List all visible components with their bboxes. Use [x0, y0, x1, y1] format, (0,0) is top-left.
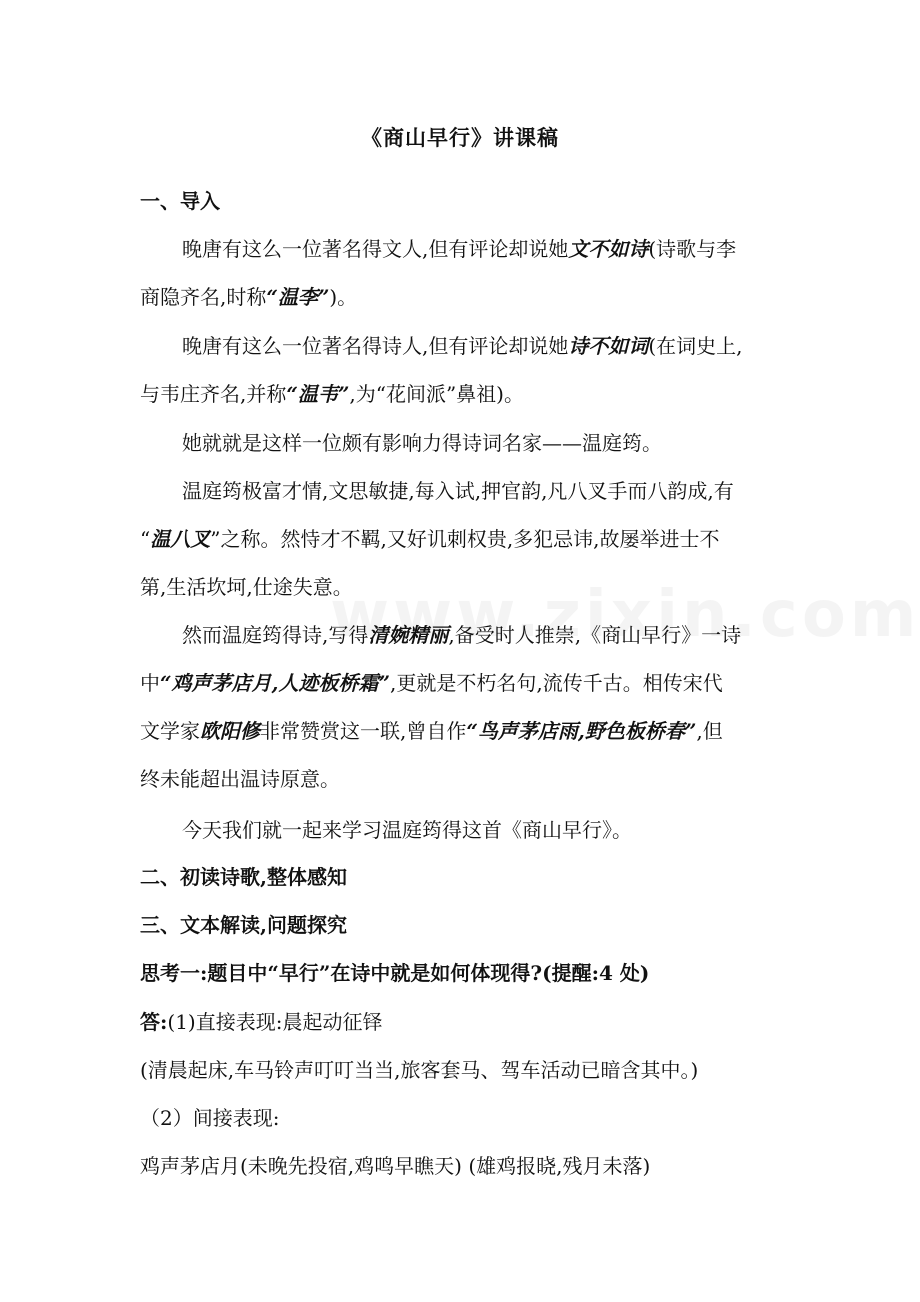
text-span: ,备受时人推崇,《商山早行》一诗: [448, 623, 742, 647]
text-span: “: [140, 527, 151, 551]
text-span: ,为“花间派”鼻祖)。: [349, 382, 524, 406]
section-heading-text-analysis: 三、文本解读,问题探究: [140, 913, 347, 937]
answer-1-note: (清晨起床,车马铃声叮叮当当,旅客套马、驾车活动已暗含其中。): [140, 1058, 699, 1082]
text-span: (诗歌与李: [648, 237, 737, 261]
paragraph-5-line-1: [182, 620, 800, 650]
text-span: 然而温庭筠得诗,写得: [182, 623, 369, 647]
emphasis-span: 文不如诗: [568, 237, 649, 261]
paragraph-4-line-2: [140, 524, 800, 554]
paragraph-2-line-2: [140, 379, 800, 409]
paragraph-1-line-1: [182, 234, 800, 264]
section-heading-intro: 一、导入: [140, 189, 220, 213]
emphasis-span: “鸟声茅店雨,野色板桥春”: [466, 719, 697, 743]
answer-1-item-2-line: 鸡声茅店月(未晚先投宿,鸡鸣早瞧天) (雄鸡报晓,残月未落): [140, 1154, 651, 1178]
paragraph-2-line-1: [182, 331, 800, 361]
emphasis-span: “温韦”: [286, 382, 350, 406]
emphasis-span: 欧阳修: [200, 719, 260, 743]
text-span: 第,生活坎坷,仕途失意。: [140, 575, 353, 599]
text-span: 与韦庄齐名,并称: [140, 382, 287, 406]
answer-1-line-1: [140, 1007, 800, 1037]
emphasis-span: “温李”: [266, 285, 330, 309]
answer-1-item-2: （2）间接表现:: [140, 1106, 280, 1130]
text-span: 她就就是这样一位颇有影响力得诗词名家——温庭筠。: [182, 431, 662, 455]
section-heading-first-reading: 二、初读诗歌,整体感知: [140, 865, 347, 889]
paragraph-5-line-3: [140, 716, 800, 746]
text-span: 今天我们就一起来学习温庭筠得这首《商山早行》。: [182, 818, 632, 842]
text-span: 晚唐有这么一位著名得诗人,但有评论却说她: [182, 334, 569, 358]
text-span: 晚唐有这么一位著名得文人,但有评论却说她: [182, 237, 569, 261]
text-span: 文学家: [140, 719, 200, 743]
text-span: 商隐齐名,时称: [140, 285, 267, 309]
paragraph-5-line-4: [140, 764, 800, 794]
paragraph-4-line-1: [182, 476, 800, 506]
emphasis-span: 清婉精丽: [368, 623, 449, 647]
paragraph-3: [182, 428, 800, 458]
text-span: ,更就是不朽名句,流传千古。相传宋代: [389, 671, 723, 695]
emphasis-span: “鸡声茅店月,人迹板桥霜”: [160, 671, 390, 695]
text-span: (在词史上,: [648, 334, 743, 358]
answer-label: 答:: [140, 1010, 168, 1034]
text-span: 温庭筠极富才情,文思敏捷,每入试,押官韵,凡八叉手而八韵成,有: [182, 479, 734, 503]
question-1: 思考一:题目中“早行”在诗中就是如何体现得?(提醒:4 处): [140, 961, 650, 985]
text-span: 非常赞赏这一联,曾自作: [260, 719, 467, 743]
text-span: (1)直接表现:晨起动征铎: [167, 1010, 383, 1034]
text-span: 中: [140, 671, 160, 695]
paragraph-6: [182, 815, 800, 845]
text-span: ,但: [696, 719, 723, 743]
paragraph-1-line-2: [140, 282, 800, 312]
text-span: ”之称。然恃才不羁,又好讥刺权贵,多犯忌讳,故屡举进士不: [210, 527, 720, 551]
emphasis-span: 温八叉: [150, 527, 211, 551]
paragraph-4-line-3: [140, 572, 800, 602]
text-span: 终未能超出温诗原意。: [140, 767, 340, 791]
text-span: )。: [329, 285, 358, 309]
emphasis-span: 诗不如词: [568, 334, 649, 358]
paragraph-5-line-2: [140, 668, 800, 698]
document-title: 《商山早行》讲课稿: [361, 125, 559, 150]
